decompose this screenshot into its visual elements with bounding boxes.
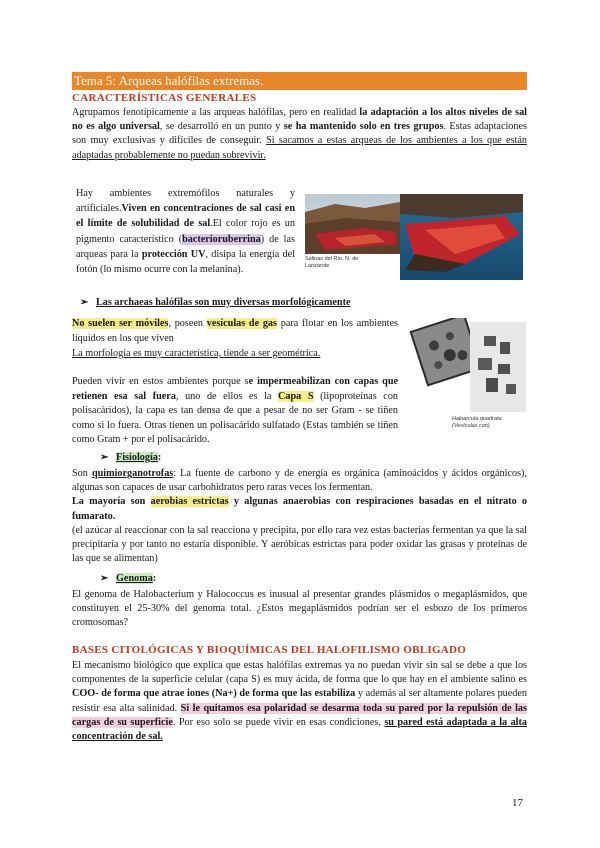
pueden-bold-1: e impermeabilizan con capas que retienen esa sal fuera (72, 376, 399, 402)
colon: : (157, 452, 162, 463)
pueden-text-1: Pueden vivir en estos ambientes porque s (72, 376, 249, 387)
section-title-bar (72, 72, 527, 90)
arrow-icon: ➢ (80, 297, 89, 308)
ambientes-text-2: .El color rojo es un pigmento característico ( (76, 218, 295, 245)
pigment-name: bacterioruberrina (182, 233, 261, 245)
photo-caption: Salinas del Río, N. de Lanzarote (305, 256, 359, 269)
bases-text-3: . Por eso solo se puede vivir en esas condiciones, (172, 716, 385, 728)
intro-bold-1: la adaptación a los altos niveles de sal no es algo universal (72, 107, 527, 133)
microscopy-caption: Haloarcula quadrata (Vesículas con) (452, 416, 502, 429)
bullet-genoma (100, 573, 156, 584)
intro-paragraph (72, 106, 527, 163)
fisio-bold-1: quimiorganotrofas (91, 468, 174, 479)
intro-text-1: Agrupamos fenotípicamente a las arqueas halófilas, pero en realidad (72, 107, 360, 118)
morfo-text-2: para flotar en los ambientes líquidos en los que viven (72, 318, 399, 344)
intro-underlined: Si sacamos a estas arqueas de los ambientes a los que están adaptadas probablemente no puedan sobrevivir. (72, 135, 527, 161)
arrow-icon: ➢ (100, 573, 109, 584)
fisio-bold-3: y algunas anaerobias con respiraciones basadas en el nitrato o fumarato. (72, 496, 528, 522)
fisio-text-4: (el azúcar al reaccionar con la sal reacciona y precipita, por ello rara vez estas bacterias fermentan ya que la sal precipitaría y por tanto no estaría disponible. Y aeróbicas estrictas para poder oxidar las grasas y proteínas de las que se alimentan) (72, 524, 527, 565)
bases-text-1: El mecanismo biológico que explica que estas halófilas extremas ya no puedan vivir sin sal se debe a que los componentes de la superficie celular (capa S) es muy ácida, de forma que lo que hay en el ambiente salino es (72, 660, 527, 686)
ambientes-text-3: ) de las arqueas para la (76, 233, 295, 260)
microscopy-image-graphic (408, 318, 526, 416)
intro-text-2: , se desarrolló en un punto y (159, 121, 284, 133)
bases-bold-1: COO- de forma que atrae iones (Na+) de forma que las estabiliza (72, 688, 356, 700)
bullet-morfologia (80, 297, 351, 308)
bullet-fisiologia (100, 452, 161, 463)
morfo-highlight-1: No suelen ser móviles (72, 318, 169, 329)
ambientes-text-4: , disipa la energía del fotón (lo mismo ocurre con la melanina). (76, 248, 296, 276)
intro-text-3: . Estas adaptaciones son muy exclusivas y difíciles de conseguir. (72, 121, 527, 147)
bullet-morfologia-label: Las archaeas halófilas son muy diversas morfológicamente (96, 297, 351, 308)
page-number: 17 (512, 797, 523, 809)
morfologia-paragraph (72, 316, 398, 361)
intro-bold-2: se ha mantenido solo en tres grupos (283, 121, 444, 133)
pueden-text-3: (lipoproteínas con polisacáridos), la capa es tan densa de que a pesar de no ser Gram - se tiñen como si lo fuera. Otras tienen un polisacárido sulfatado (Estas también se tiñen como Gram + por el polisacárido. (72, 390, 399, 446)
morfo-underlined: La morfología es muy característica, tiende a ser geométrica. (72, 348, 321, 359)
bases-paragraph (72, 659, 527, 744)
heading-caracteristicas: CARACTERÍSTICAS GENERALES (72, 92, 257, 104)
ambientes-bold-1: Viven en concentraciones de sal casi en el límite de solubilidad de sal (76, 203, 295, 230)
microscopy-image (408, 318, 526, 430)
section-title: Tema 5: Arqueas halófilas extremas. (74, 73, 264, 88)
colon: : (152, 573, 157, 584)
fisio-text-2: : La fuente de carbono y de energía es orgánica (aminoácidos y ácidos orgánicos), algunas son capaces de usar carbohidratos pero raras veces los fermentan. (72, 468, 527, 494)
bases-bold-3: su pared está adaptada a la alta concentración de sal. (72, 716, 527, 743)
morfo-highlight-2: vesículas de gas (206, 318, 277, 329)
ambientes-bold-2: protección UV (141, 248, 206, 260)
arrow-icon: ➢ (100, 452, 109, 463)
pueden-paragraph (72, 375, 398, 448)
heading-bases: BASES CITOLÓGICAS Y BIOQUÍMICAS DEL HALOFILISMO OBLIGADO (72, 644, 467, 656)
genoma-paragraph: El genoma de Halobacterium y Halococcus es inusual al presentar grandes plásmidos o megaplásmidos, que constituyen el 25-30% del genoma total. ¿Estos megaplásmidos podrían ser el esbozo de los primeros cromosomas? (72, 589, 527, 629)
bullet-fisiologia-label: Fisiología (116, 452, 158, 463)
bases-highlight: Si le quitamos esa polaridad se desarma toda su pared por la repulsión de las cargas de su superficie (72, 702, 527, 728)
fisio-text-1: Son (72, 468, 92, 479)
bases-text-2: y además al ser altamente polares pueden resistir esa alta salinidad. (72, 688, 527, 714)
ambientes-text-1: Hay ambientes extremófilos naturales y artificiales. (76, 188, 295, 215)
bullet-genoma-label: Genoma (116, 573, 153, 584)
fisio-highlight: aerobias estrictas (150, 496, 229, 508)
ambientes-paragraph (76, 186, 295, 277)
fisio-bold-2: mayoría son (89, 496, 151, 508)
fisiologia-paragraph (72, 467, 527, 566)
pueden-text-2: , uno de ellos es la (175, 390, 279, 402)
salinas-photo (305, 194, 523, 280)
fisio-text-3: La (72, 496, 90, 508)
capa-s-highlight: Capa S (278, 390, 314, 402)
morfo-text-1: , poseen (168, 318, 207, 329)
